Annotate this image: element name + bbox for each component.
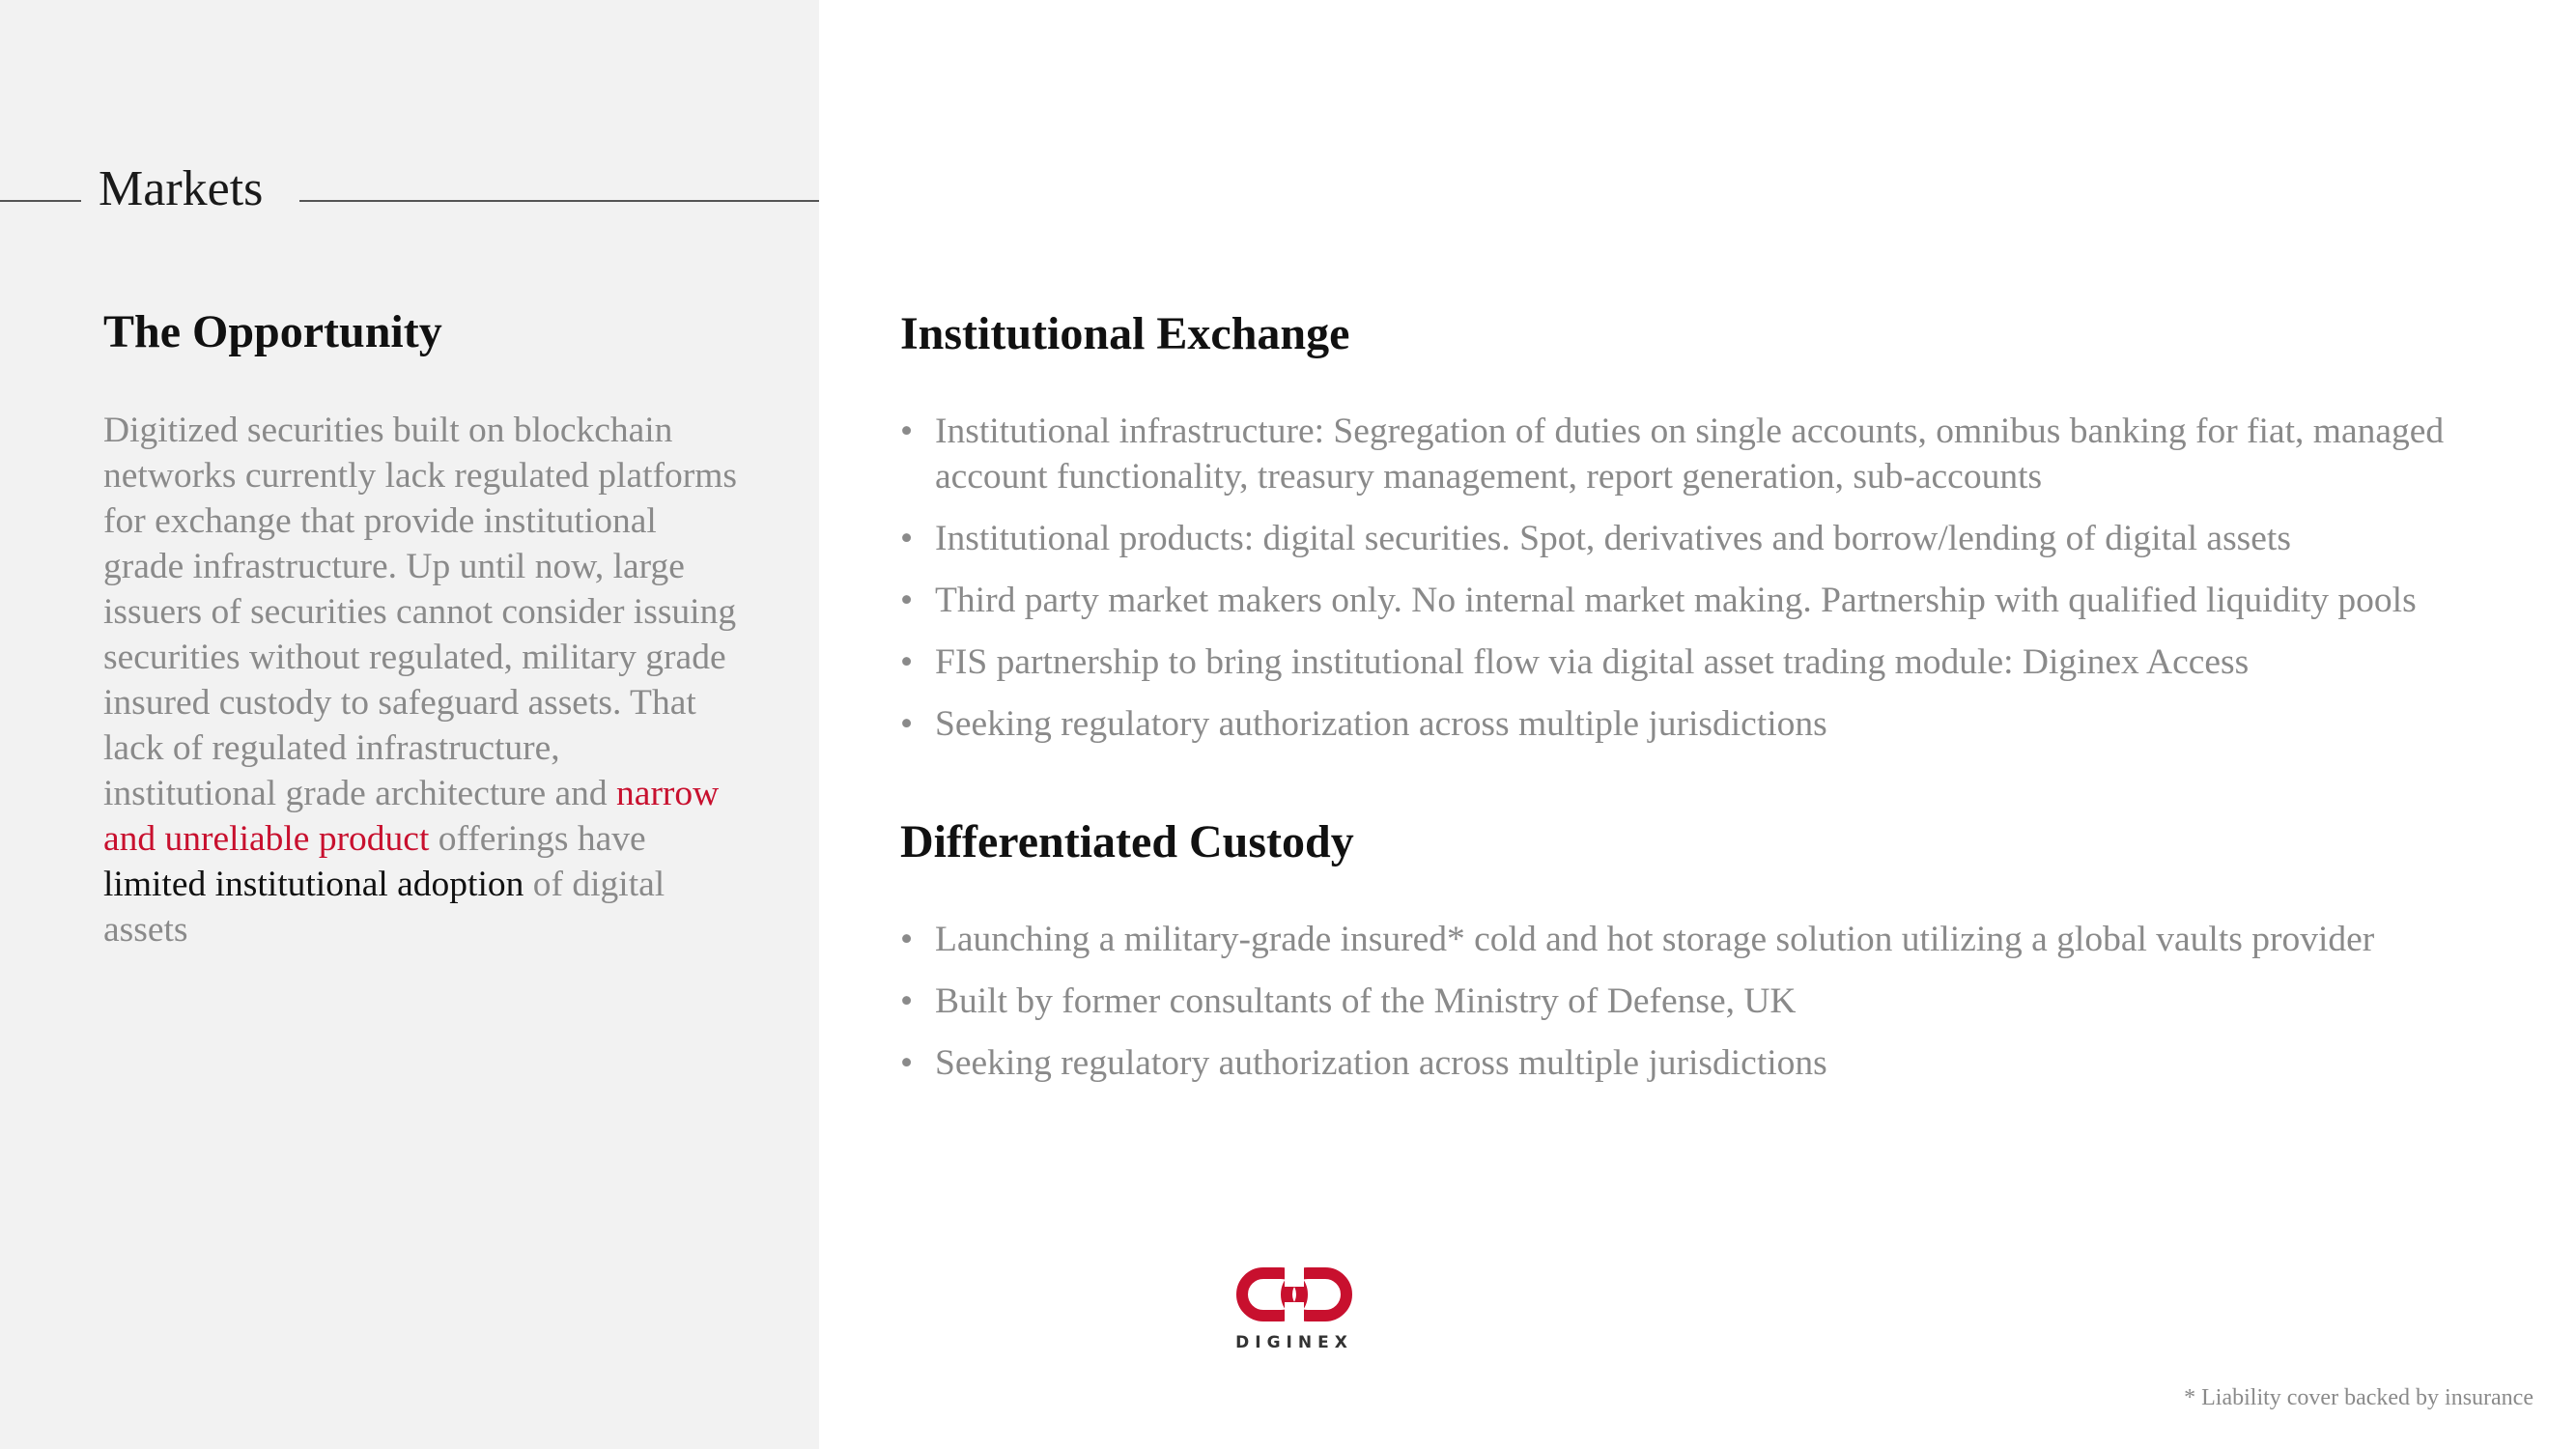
list-item: [900, 979, 2542, 1024]
bullet-icon: •: [900, 980, 914, 1021]
bullet-icon: •: [900, 580, 914, 620]
opportunity-body-text-1: Digitized securities built on blockchain networks currently lack regulated platforms for exchange that provide institutional grade infrastructure. Up until now, large issuers of securities cannot consider issuing securities without regulated, military grade insured custody to safeguard assets. That lack of regulated infrastructure, institutional grade architecture and: [103, 411, 738, 813]
list-item-text: Seeking regulatory authorization across multiple jurisdictions: [935, 703, 1827, 744]
opportunity-body-highlight-dark: limited institutional adoption: [103, 865, 524, 904]
diginex-logo-icon: [1234, 1265, 1354, 1323]
header-rule-right: [299, 200, 819, 202]
opportunity-body-text-2: offerings have: [429, 819, 646, 859]
opportunity-body-text-3: of digital assets: [103, 865, 665, 950]
diginex-logo-text: DIGINEX: [1235, 1333, 1353, 1352]
bullet-icon: •: [900, 518, 914, 558]
list-item: [900, 409, 2542, 499]
list-item-text: Institutional infrastructure: Segregation of duties on single accounts, omnibus banking for fiat, managed account functionality, treasury management, report generation, sub-accounts: [935, 411, 2445, 497]
list-item-text: Third party market makers only. No internal market making. Partnership with qualified liquidity pools: [935, 580, 2417, 620]
list-item: [900, 1040, 2542, 1086]
institutional-exchange-section: [900, 309, 2542, 763]
section-label: Markets: [99, 161, 264, 216]
list-item: [900, 917, 2542, 962]
differentiated-custody-section: [900, 817, 2542, 1102]
institutional-exchange-list: [900, 409, 2542, 747]
bullet-icon: •: [900, 1042, 914, 1083]
list-item-text: FIS partnership to bring institutional flow via digital asset trading module: Diginex Access: [935, 641, 2250, 682]
list-item-text: Institutional products: digital securities. Spot, derivatives and borrow/lending of digital assets: [935, 518, 2291, 558]
opportunity-body-highlight-red: narrow and unreliable product: [103, 774, 720, 859]
bullet-icon: •: [900, 411, 914, 451]
opportunity-body: [103, 408, 741, 952]
footnote: * Liability cover backed by insurance: [2184, 1385, 2534, 1410]
bullet-icon: •: [900, 641, 914, 682]
opportunity-title: The Opportunity: [103, 306, 442, 357]
institutional-exchange-title: Institutional Exchange: [900, 308, 1350, 359]
list-item: [900, 639, 2542, 685]
diginex-logo: [1234, 1265, 1354, 1352]
list-item-text: Built by former consultants of the Ministry of Defense, UK: [935, 980, 1797, 1021]
differentiated-custody-list: [900, 917, 2542, 1086]
list-item-text: Launching a military-grade insured* cold and hot storage solution utilizing a global vaults provider: [935, 919, 2375, 959]
differentiated-custody-title: Differentiated Custody: [900, 816, 1354, 867]
list-item: [900, 516, 2542, 561]
bullet-icon: •: [900, 919, 914, 959]
list-item-text: Seeking regulatory authorization across multiple jurisdictions: [935, 1042, 1827, 1083]
bullet-icon: •: [900, 703, 914, 744]
list-item: [900, 701, 2542, 747]
header-rule-left: [0, 200, 81, 202]
list-item: [900, 578, 2542, 623]
